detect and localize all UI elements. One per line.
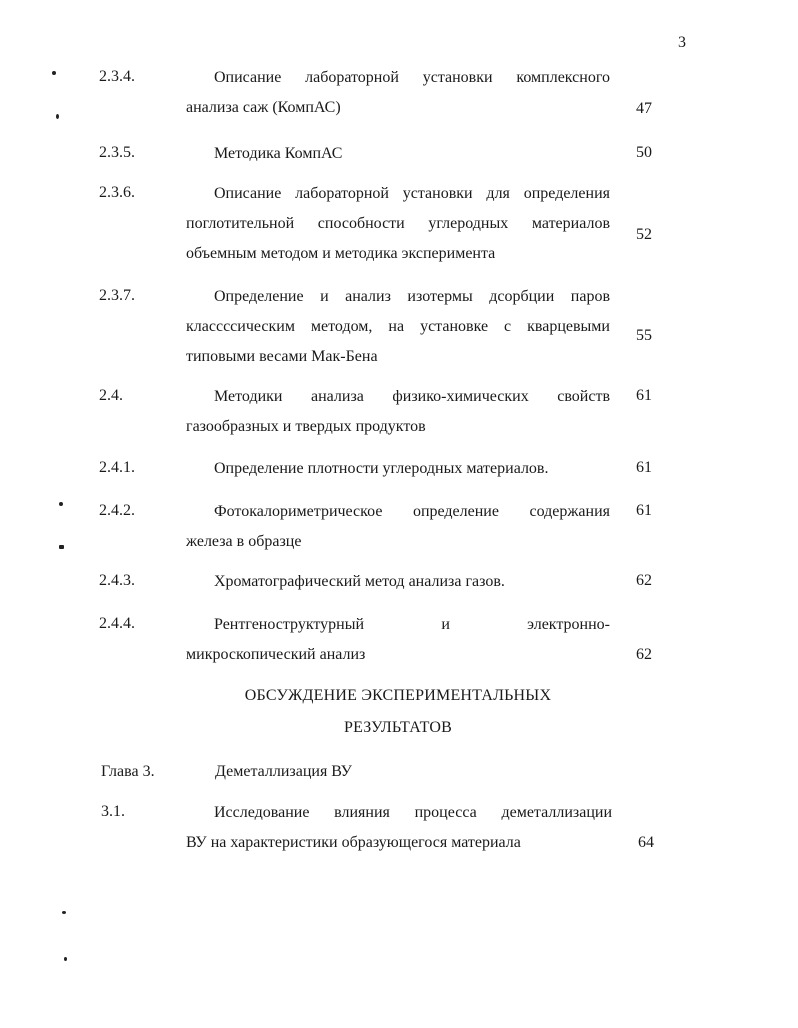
toc-entry-title [186, 382, 610, 442]
chapter-number: Глава 3. [101, 763, 155, 780]
toc-entry-line: поглотительной способности углеродных материалов [186, 215, 610, 232]
toc-entry-number: 2.3.4. [99, 68, 135, 85]
toc-entry-line: газообразных и твердых продуктов [186, 418, 426, 435]
toc-entry-page: 62 [636, 646, 652, 663]
toc-entry-line: Рентгеноструктурный и электронно- [214, 616, 610, 633]
toc-entry-title [186, 63, 610, 123]
toc-entry-line: Описание лабораторной установки для определения [214, 185, 610, 202]
toc-entry-number: 3.1. [101, 803, 125, 820]
toc-entry-number: 2.4.3. [99, 572, 135, 589]
section-heading-line-1: ОБСУЖДЕНИЕ ЭКСПЕРИМЕНТАЛЬНЫХ [244, 687, 552, 704]
toc-entry-title [186, 567, 610, 597]
toc-entry-page: 61 [636, 502, 652, 519]
toc-entry-page: 64 [638, 834, 654, 851]
toc-entry-line: объемным методом и методика эксперимента [186, 245, 496, 262]
toc-entry-line: Хроматографический метод анализа газов. [214, 573, 505, 590]
toc-entry-page: 62 [636, 572, 652, 589]
toc-entry-line: Фотокалориметрическое определение содержания [214, 503, 610, 520]
scan-speck [62, 911, 66, 914]
toc-entry-line: Исследование влияния процесса деметаллизации [214, 804, 612, 821]
toc-entry-number: 2.4.4. [99, 615, 135, 632]
section-heading [186, 680, 610, 744]
toc-entry-line: Методики анализа физико-химических свойств [214, 388, 610, 405]
scan-speck [59, 502, 63, 506]
toc-entry-line: ВУ на характеристики образующегося материала [186, 834, 521, 851]
toc-entry-page: 61 [636, 387, 652, 404]
toc-entry-page: 52 [636, 226, 652, 243]
toc-entry-line: Методика КомпАС [214, 145, 343, 162]
toc-entry-line: классссическим методом, на установке с кварцевыми [186, 318, 610, 335]
toc-entry-number: 2.3.5. [99, 144, 135, 161]
toc-entry-page: 55 [636, 327, 652, 344]
toc-entry-line: типовыми весами Мак-Бена [186, 348, 378, 365]
toc-entry-title [186, 497, 610, 557]
toc-entry-number: 2.4.1. [99, 459, 135, 476]
toc-entry-line: Определение плотности углеродных материалов. [214, 460, 549, 477]
toc-entry-title [186, 454, 610, 484]
toc-entry-title [186, 610, 610, 670]
scan-speck [52, 71, 56, 75]
toc-entry-title [186, 179, 610, 269]
toc-entry-number: 2.4.2. [99, 502, 135, 519]
scan-speck [64, 957, 67, 961]
toc-entry-title [186, 798, 612, 858]
page-number: 3 [678, 34, 686, 51]
toc-entry-title [186, 139, 610, 169]
toc-entry-line: Определение и анализ изотермы дсорбции паров [214, 288, 610, 305]
toc-entry-line: анализа саж (КомпАС) [186, 99, 341, 116]
toc-entry-line: микроскопический анализ [186, 646, 366, 663]
toc-entry-page: 47 [636, 100, 652, 117]
toc-entry-number: 2.4. [99, 387, 123, 404]
scan-speck [59, 545, 64, 549]
toc-entry-page: 50 [636, 144, 652, 161]
toc-entry-line: железа в образце [186, 533, 302, 550]
section-heading-line-2: РЕЗУЛЬТАТОВ [344, 719, 452, 736]
toc-entry-number: 2.3.7. [99, 287, 135, 304]
chapter-title: Деметаллизация ВУ [215, 763, 353, 780]
toc-entry-line: Описание лабораторной установки комплексного [214, 69, 610, 86]
toc-entry-number: 2.3.6. [99, 184, 135, 201]
scan-speck [56, 114, 59, 119]
toc-entry-page: 61 [636, 459, 652, 476]
toc-entry-title [186, 282, 610, 372]
